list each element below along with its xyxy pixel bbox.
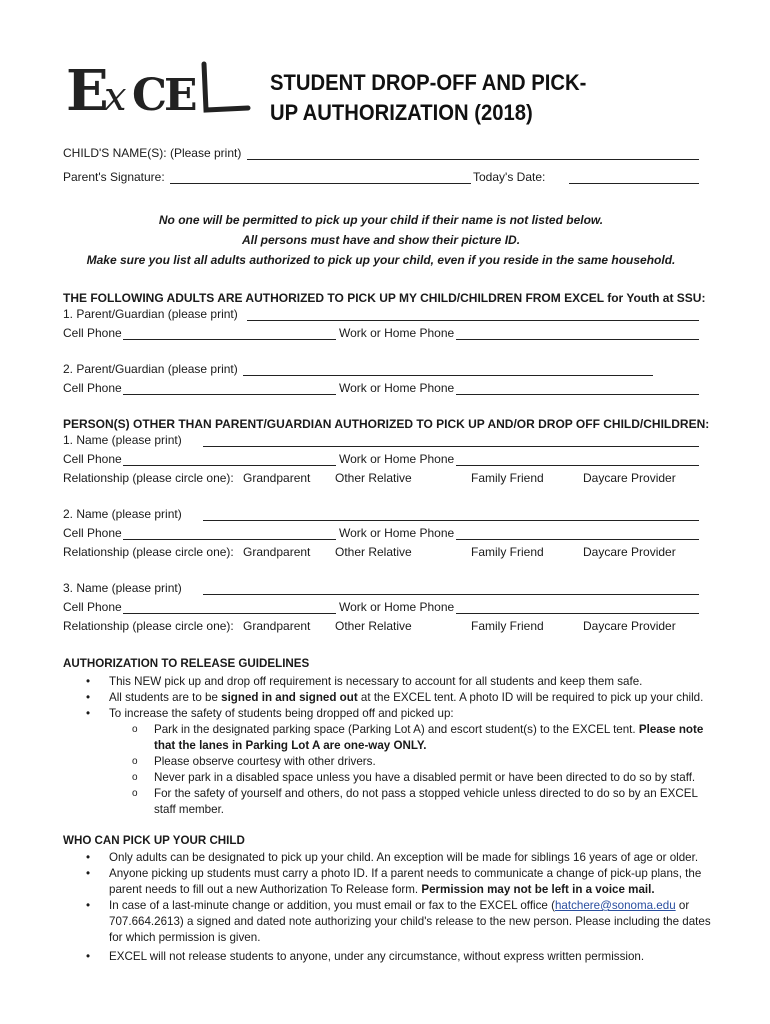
person-1-work-field[interactable] [456,452,699,466]
person-1-cell-field[interactable] [123,452,336,466]
person-2-relationship-row [63,545,699,562]
guardian-1-phone-row [63,326,699,343]
sub-list-item: o Please observe courtesy with other drivers. [63,754,713,770]
list-item [63,690,713,706]
adults-heading: THE FOLLOWING ADULTS ARE AUTHORIZED TO PICK UP MY CHILD/CHILDREN FROM EXCEL for Youth at SSU: [63,291,706,305]
work-home-phone-label: Work or Home Phone [339,326,455,340]
list-item: • This NEW pick up and drop off requirement is necessary to account for all students and keep them safe. [63,674,713,690]
person-name-label: 3. Name (please print) [63,581,182,595]
person-name-label: 2. Name (please print) [63,507,182,521]
list-item [63,898,713,914]
child-names-field[interactable] [247,146,699,160]
guardian-2-work-field[interactable] [456,381,699,395]
list-item-continued [63,882,713,898]
sub-list-item [63,722,713,738]
person-2-work-field[interactable] [456,526,699,540]
child-names-row [63,146,699,163]
person-name-label: 1. Name (please print) [63,433,182,447]
relationship-option-other-relative[interactable]: Other Relative [335,471,412,485]
person-2-name-row [63,507,699,524]
text-span: or [675,899,690,912]
guidelines-heading: AUTHORIZATION TO RELEASE GUIDELINES [63,657,310,670]
sub-list-item: o For the safety of yourself and others, do not pass a stopped vehicle unless directed to do so by an EXCEL [63,786,713,802]
child-names-label: CHILD'S NAME(S): (Please print) [63,146,242,160]
guidelines-list [63,674,713,818]
form-title [270,68,675,128]
relationship-option-daycare-provider[interactable]: Daycare Provider [583,619,676,633]
cell-phone-label: Cell Phone [63,381,122,395]
relationship-option-grandparent[interactable]: Grandparent [243,619,311,633]
notice-line: Make sure you list all adults authorized to pick up your child, even if you reside in the same household. [86,253,676,267]
work-home-phone-label: Work or Home Phone [339,452,455,466]
person-3-cell-field[interactable] [123,600,336,614]
sub-list-item-continued: staff member. [154,803,225,816]
excel-logo [64,58,254,122]
cell-phone-label: Cell Phone [63,326,122,340]
notice-line: All persons must have and show their picture ID. [241,233,521,247]
text-span: at the EXCEL tent. A photo ID will be required to pick up your child. [357,691,704,704]
cell-phone-label: Cell Phone [63,452,122,466]
relationship-option-other-relative[interactable]: Other Relative [335,545,412,559]
person-1-phone-row [63,452,699,469]
relationship-label: Relationship (please circle one): [63,471,234,485]
who-list [63,850,713,965]
person-3-work-field[interactable] [456,600,699,614]
work-home-phone-label: Work or Home Phone [339,381,455,395]
guardian-2-phone-row [63,381,699,398]
list-item: • To increase the safety of students being dropped off and picked up: [63,706,713,722]
text-span: All students are to be [109,691,222,704]
guardian-2-row [63,362,699,379]
cell-phone-label: Cell Phone [63,600,122,614]
text-span: Park in the designated parking space (Parking Lot A) and escort student(s) to the EXCEL tent. [154,723,639,736]
person-3-name-row [63,581,699,598]
title-line-2: UP AUTHORIZATION (2018) [270,100,533,125]
bold-span: Permission may not be left in a voice mail. [421,883,655,896]
notice-line: No one will be permitted to pick up your child if their name is not listed below. [158,213,604,227]
person-3-relationship-row [63,619,699,636]
relationship-option-family-friend[interactable]: Family Friend [471,545,544,559]
list-item-continued: for which permission is given. [109,931,261,944]
person-2-cell-field[interactable] [123,526,336,540]
person-3-name-field[interactable] [203,581,699,595]
logo-letter-x: x [104,74,127,120]
parent-signature-label: Parent's Signature: [63,170,165,184]
who-heading: WHO CAN PICK UP YOUR CHILD [63,834,245,847]
relationship-option-daycare-provider[interactable]: Daycare Provider [583,471,676,485]
relationship-option-family-friend[interactable]: Family Friend [471,619,544,633]
logo-letter-c: C [132,70,168,121]
sub-list-item: o Never park in a disabled space unless you have a disabled permit or have been directed to do so by staff. [63,770,713,786]
guardian-2-label: 2. Parent/Guardian (please print) [63,362,238,376]
person-1-relationship-row [63,471,699,488]
person-3-phone-row [63,600,699,617]
todays-date-label: Today's Date: [473,170,546,184]
work-home-phone-label: Work or Home Phone [339,526,455,540]
text-span: parent needs to fill out a new Authorization To Release form. [109,883,422,896]
bold-span: signed in and signed out [221,691,358,704]
text-span: In case of a last-minute change or addition, you must email or fax to the EXCEL office ( [109,899,555,912]
person-1-name-field[interactable] [203,433,699,447]
sub-list-item-continued [63,738,713,754]
title-line-1: STUDENT DROP-OFF AND PICK- [270,70,587,95]
logo-letter-e: E [66,58,109,122]
relationship-option-grandparent[interactable]: Grandparent [243,471,311,485]
bold-span: that the lanes in Parking Lot A are one-way ONLY. [154,739,427,752]
list-item-continued: 707.664.2613) a signed and dated note authorizing your child's release to the new person. Please including the dates [109,915,711,928]
relationship-option-other-relative[interactable]: Other Relative [335,619,412,633]
relationship-option-family-friend[interactable]: Family Friend [471,471,544,485]
email-link[interactable]: hatchere@sonoma.edu [554,899,676,912]
person-2-name-field[interactable] [203,507,699,521]
list-item: • Anyone picking up students must carry a photo ID. If a parent needs to communicate a change of pick-up plans, the [63,866,713,882]
person-1-name-row [63,433,699,450]
guardian-1-label: 1. Parent/Guardian (please print) [63,307,238,321]
guardian-2-cell-field[interactable] [123,381,336,395]
others-heading: PERSON(S) OTHER THAN PARENT/GUARDIAN AUTHORIZED TO PICK UP AND/OR DROP OFF CHILD/CHILDREN: [63,417,710,431]
relationship-label: Relationship (please circle one): [63,619,234,633]
logo-letter-l [204,64,248,110]
work-home-phone-label: Work or Home Phone [339,600,455,614]
list-item: • EXCEL will not release students to anyone, under any circumstance, without express written permission. [63,949,713,965]
list-item: • Only adults can be designated to pick up your child. An exception will be made for siblings 16 years of age or older. [63,850,713,866]
guardian-1-cell-field[interactable] [123,326,336,340]
guardian-1-row [63,307,699,324]
relationship-option-grandparent[interactable]: Grandparent [243,545,311,559]
guardian-2-name-field[interactable] [243,362,653,376]
guardian-1-work-field[interactable] [456,326,699,340]
relationship-option-daycare-provider[interactable]: Daycare Provider [583,545,676,559]
signature-row [63,170,699,187]
todays-date-field[interactable] [569,170,699,184]
excel-logo-graphic [64,58,254,122]
bold-span: Please note [638,723,704,736]
parent-signature-field[interactable] [170,170,471,184]
guardian-1-name-field[interactable] [247,307,699,321]
cell-phone-label: Cell Phone [63,526,122,540]
notice-block [63,210,699,270]
logo-letter-e2: E [164,70,198,121]
person-2-phone-row [63,526,699,543]
relationship-label: Relationship (please circle one): [63,545,234,559]
